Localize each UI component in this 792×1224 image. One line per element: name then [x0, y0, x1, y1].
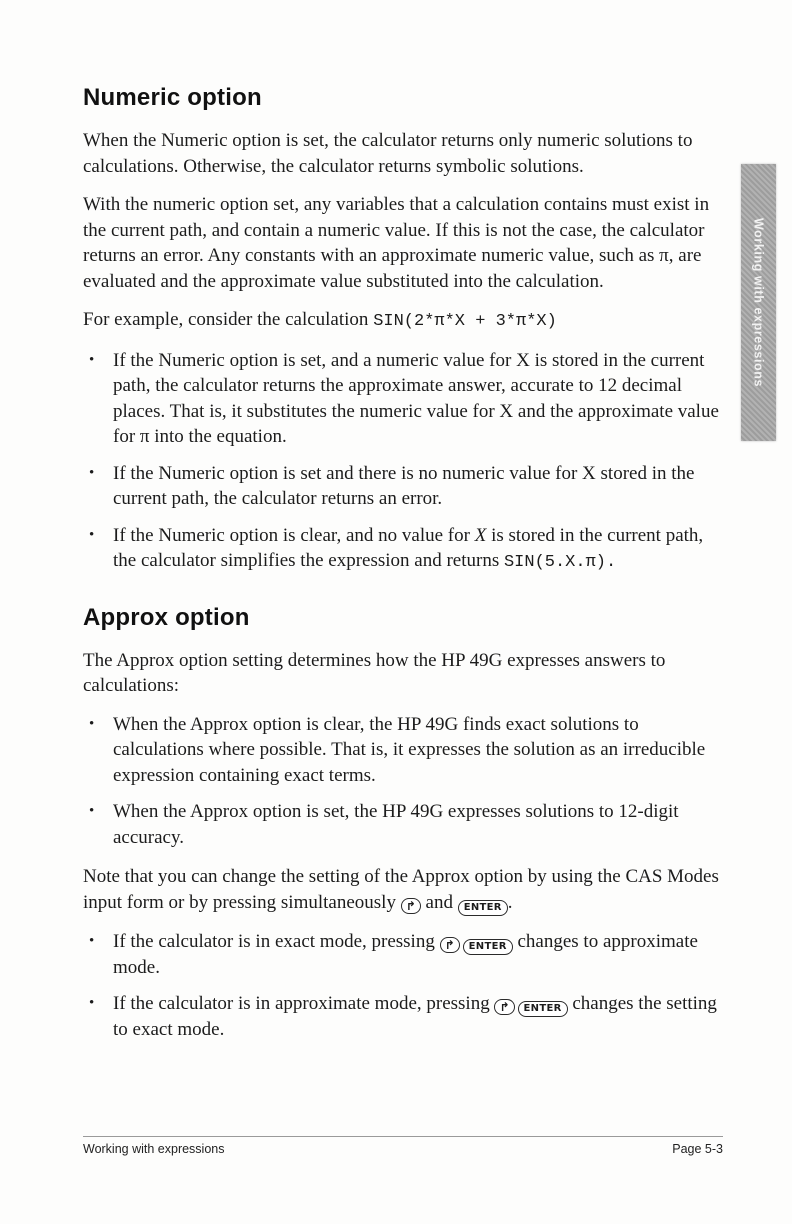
bullet-item	[83, 799, 723, 850]
bullet-icon: •	[89, 803, 95, 819]
bullet-icon: •	[89, 715, 95, 732]
page-footer	[83, 1136, 723, 1156]
approx-bullet-list	[83, 712, 723, 851]
bullet-text: If the Numeric option is set and there is no numeric value for X stored in the current path, the calculator returns an error.	[113, 462, 695, 509]
bullet-icon: •	[89, 995, 95, 1011]
bullet-text-segment: If the calculator is in approximate mode, pressing	[113, 993, 495, 1014]
right-shift-key-icon: ↱	[494, 999, 514, 1015]
chapter-tab	[741, 164, 776, 441]
bullet-text: When the Approx option is clear, the HP 49G finds exact solutions to calculations where possible. That is, it expresses the solution as an irreducible expression containing exact terms.	[113, 713, 706, 786]
footer-row	[83, 1142, 723, 1156]
enter-key-icon: ENTER	[463, 939, 513, 955]
approx-keys-bullet-list	[83, 929, 723, 1043]
footer-chapter-title: Working with expressions	[83, 1142, 225, 1156]
bullet-text-segment: If the calculator is in exact mode, pressing	[113, 930, 440, 952]
chapter-tab-label: Working with expressions	[751, 217, 766, 388]
paragraph-numeric-2: With the numeric option set, any variables that a calculation contains must exist in the current path, and contain a numeric value. If this is not the case, the calculator returns an error. Any constants with an approximate numeric value, such as π, are evaluated and the approximate value substituted into the calculation.	[83, 194, 710, 292]
bullet-item	[83, 991, 723, 1043]
variable-x: X	[474, 524, 487, 546]
numeric-bullet-list	[83, 348, 723, 576]
bullet-text-segment: changes the setting to exact mode.	[113, 993, 717, 1040]
inline-code-sin-expression: SIN(2*π*X + 3*π*X)	[373, 312, 557, 331]
bullet-item	[83, 523, 723, 576]
inline-code-sin-result: SIN(5.X.π).	[503, 553, 617, 572]
bullet-icon: •	[89, 526, 95, 543]
bullet-text-segment: If the Numeric option is clear, and no value for	[113, 524, 475, 546]
paragraph-approx-1: The Approx option setting determines how the HP 49G expresses answers to calculations:	[83, 649, 666, 696]
paragraph-numeric-example	[83, 307, 723, 335]
heading-numeric-option: Numeric option	[83, 84, 262, 111]
bullet-text-segment: changes to approximate mode.	[113, 930, 698, 978]
footer-page-number: Page 5-3	[672, 1142, 723, 1156]
page-content	[83, 84, 723, 1057]
bullet-item	[83, 712, 723, 789]
bullet-item	[83, 929, 723, 981]
right-shift-key-icon: ↱	[401, 898, 421, 914]
bullet-icon: •	[89, 932, 95, 949]
bullet-icon: •	[89, 464, 95, 481]
paragraph-text-segment: For example, consider the calculation	[83, 309, 374, 330]
bullet-text: When the Approx option is set, the HP 49G expresses solutions to 12-digit accuracy.	[113, 801, 679, 848]
paragraph-text-segment: .	[507, 891, 513, 913]
paragraph-text-segment: Note that you can change the setting of the Approx option by using the CAS Modes input form or by pressing simultaneously	[83, 866, 719, 913]
bullet-text	[113, 523, 723, 576]
bullet-item	[83, 461, 723, 512]
bullet-text	[113, 929, 723, 981]
bullet-text-segment: is stored in the current path, the calculator simplifies the expression and returns	[113, 524, 704, 571]
footer-rule	[83, 1136, 723, 1137]
paragraph-text-segment: and	[420, 891, 458, 913]
heading-approx-option: Approx option	[83, 603, 250, 631]
bullet-text: If the Numeric option is set, and a numeric value for X is stored in the current path, the calculator returns the approximate answer, accurate to 12 decimal places. That is, it substitutes the numeric value for X and the approximate value for π into the equation.	[113, 349, 719, 447]
bullet-icon: •	[89, 351, 95, 368]
bullet-item	[83, 348, 723, 450]
paragraph-numeric-1: When the Numeric option is set, the calculator returns only numeric solutions to calculations. Otherwise, the calculator returns symbolic solutions.	[83, 130, 693, 177]
enter-key-icon: ENTER	[458, 900, 508, 916]
right-shift-key-icon: ↱	[440, 937, 460, 953]
bullet-text	[113, 991, 723, 1043]
paragraph-approx-note	[83, 864, 723, 916]
enter-key-icon: ENTER	[518, 1001, 568, 1017]
